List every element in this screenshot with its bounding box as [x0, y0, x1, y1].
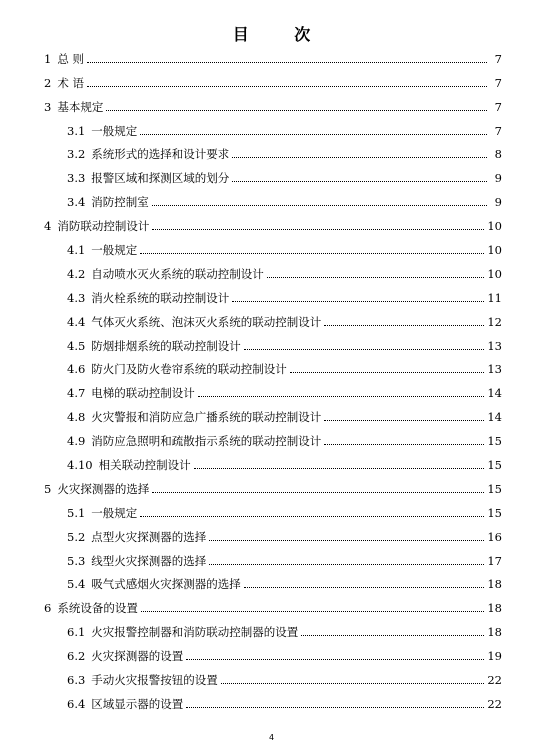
- toc-entry[interactable]: [44, 68, 502, 92]
- toc-entry[interactable]: [44, 211, 502, 235]
- toc-entry[interactable]: [44, 283, 502, 307]
- toc-entry-page: 7: [494, 123, 502, 138]
- toc-entry[interactable]: [44, 546, 502, 570]
- toc-entry-title: 消火栓系统的联动控制设计: [91, 290, 230, 305]
- toc-entry-number: 6.2: [67, 649, 86, 664]
- toc-entry-page: 7: [494, 99, 502, 114]
- toc-entry-page: 9: [494, 171, 502, 186]
- toc-entry-title: 报警区域和探测区域的划分: [91, 171, 230, 186]
- toc-entry-title: 火灾报警控制器和消防联动控制器的设置: [91, 625, 299, 640]
- toc-entry-page: 15: [487, 481, 502, 496]
- toc-entry-page: 14: [487, 386, 502, 401]
- toc-entry[interactable]: [44, 355, 502, 379]
- dot-leader: [186, 707, 484, 708]
- dot-leader: [140, 516, 484, 517]
- toc-entry-title: 火灾警报和消防应急广播系统的联动控制设计: [91, 410, 322, 425]
- toc-entry-number: 6: [44, 601, 52, 616]
- toc-entry[interactable]: [44, 426, 502, 450]
- toc-entry[interactable]: [44, 235, 502, 259]
- toc-entry-number: 4.3: [67, 290, 86, 305]
- page-number: 4: [268, 733, 275, 742]
- toc-entry-number: 4.2: [67, 266, 86, 281]
- toc-entry-number: 4.7: [67, 386, 86, 401]
- toc-entry-number: 4.6: [67, 362, 86, 377]
- toc-entry-title: 一般规定: [91, 123, 138, 138]
- toc-entry[interactable]: [44, 402, 502, 426]
- dot-leader: [87, 62, 487, 63]
- toc-entry-title: 防火门及防火卷帘系统的联动控制设计: [91, 362, 287, 377]
- toc-entry-number: 4.8: [67, 410, 86, 425]
- toc-entry-number: 3.4: [67, 195, 86, 210]
- toc-entry-page: 18: [487, 577, 502, 592]
- toc-entry-number: 6.1: [67, 625, 86, 640]
- toc-entry[interactable]: [44, 187, 502, 211]
- toc-entry[interactable]: [44, 689, 502, 713]
- toc-entry-number: 6.4: [67, 696, 86, 711]
- toc-entry-page: 7: [494, 75, 502, 90]
- toc-entry[interactable]: [44, 378, 502, 402]
- toc-entry-title: 一般规定: [91, 505, 138, 520]
- toc-entry-number: 3.3: [67, 171, 86, 186]
- toc-entry-title: 自动喷水灭火系统的联动控制设计: [91, 266, 264, 281]
- toc-entry-title: 火灾探测器的选择: [57, 481, 150, 496]
- toc-entry-page: 7: [494, 51, 502, 66]
- toc-entry-number: 6.3: [67, 673, 86, 688]
- toc-entry[interactable]: [44, 44, 502, 68]
- dot-leader: [209, 564, 484, 565]
- toc-entry-page: 9: [494, 195, 502, 210]
- toc-entry-title: 气体灭火系统、泡沫灭火系统的联动控制设计: [91, 314, 322, 329]
- toc-entry-page: 13: [487, 362, 502, 377]
- toc-entry-page: 12: [487, 314, 502, 329]
- toc-entry-page: 18: [487, 601, 502, 616]
- toc-entry-title: 术 语: [57, 75, 84, 90]
- toc-entry[interactable]: [44, 522, 502, 546]
- toc-entry[interactable]: [44, 474, 502, 498]
- toc-entry[interactable]: [44, 116, 502, 140]
- toc-entry-title: 相关联动控制设计: [98, 458, 191, 473]
- toc-entry[interactable]: [44, 307, 502, 331]
- dot-leader: [209, 540, 484, 541]
- toc-entry-page: 14: [487, 410, 502, 425]
- toc-entry[interactable]: [44, 570, 502, 594]
- toc-entry[interactable]: [44, 259, 502, 283]
- toc-entry-number: 5.1: [67, 505, 86, 520]
- toc-entry[interactable]: [44, 92, 502, 116]
- dot-leader: [232, 181, 487, 182]
- toc-entry[interactable]: [44, 331, 502, 355]
- dot-leader: [106, 110, 487, 111]
- dot-leader: [324, 444, 484, 445]
- toc-entry-title: 消防联动控制设计: [57, 219, 150, 234]
- toc-entry-page: 10: [487, 219, 502, 234]
- dot-leader: [141, 611, 485, 612]
- toc-entry-number: 4.4: [67, 314, 86, 329]
- toc-entry-number: 2: [44, 75, 52, 90]
- toc-entry-title: 总 则: [57, 51, 84, 66]
- toc-entry-number: 1: [44, 51, 52, 66]
- dot-leader: [152, 492, 484, 493]
- toc-entry-page: 18: [487, 625, 502, 640]
- toc-entry-number: 3.2: [67, 147, 86, 162]
- toc-entry-number: 4.5: [67, 338, 86, 353]
- toc-entry-title: 系统形式的选择和设计要求: [91, 147, 230, 162]
- page-title: 目 次: [232, 25, 331, 44]
- toc-entry-page: 13: [487, 338, 502, 353]
- toc-entry[interactable]: [44, 140, 502, 164]
- dot-leader: [244, 587, 485, 588]
- dot-leader: [140, 134, 487, 135]
- table-of-contents: [44, 44, 502, 713]
- toc-entry-page: 10: [487, 243, 502, 258]
- toc-entry-number: 3.1: [67, 123, 86, 138]
- toc-entry-page: 15: [487, 505, 502, 520]
- toc-entry[interactable]: [44, 498, 502, 522]
- dot-leader: [290, 372, 485, 373]
- toc-entry-number: 5.2: [67, 529, 86, 544]
- dot-leader: [198, 396, 485, 397]
- toc-entry-number: 5.3: [67, 553, 86, 568]
- dot-leader: [324, 420, 484, 421]
- toc-entry-page: 19: [487, 649, 502, 664]
- toc-entry-number: 4: [44, 219, 52, 234]
- toc-entry-number: 4.1: [67, 243, 86, 258]
- dot-leader: [324, 325, 484, 326]
- toc-entry-title: 消防控制室: [91, 195, 149, 210]
- dot-leader: [140, 253, 484, 254]
- dot-leader: [186, 659, 484, 660]
- dot-leader: [267, 277, 485, 278]
- toc-entry-title: 电梯的联动控制设计: [91, 386, 195, 401]
- toc-entry[interactable]: [44, 617, 502, 641]
- toc-entry-title: 系统设备的设置: [57, 601, 138, 616]
- toc-entry-title: 吸气式感烟火灾探测器的选择: [91, 577, 241, 592]
- toc-entry-page: 16: [487, 529, 502, 544]
- toc-entry-title: 线型火灾探测器的选择: [91, 553, 207, 568]
- toc-entry-title: 火灾探测器的设置: [91, 649, 184, 664]
- toc-entry-page: 8: [494, 147, 502, 162]
- toc-entry[interactable]: [44, 163, 502, 187]
- toc-entry-page: 11: [487, 290, 502, 305]
- toc-entry-title: 基本规定: [57, 99, 104, 114]
- toc-entry-page: 10: [487, 266, 502, 281]
- toc-entry-number: 3: [44, 99, 52, 114]
- dot-leader: [152, 229, 484, 230]
- toc-entry[interactable]: [44, 450, 502, 474]
- toc-entry-title: 一般规定: [91, 243, 138, 258]
- toc-entry-page: 22: [487, 673, 502, 688]
- toc-entry-page: 22: [487, 696, 502, 711]
- toc-entry-number: 5: [44, 481, 52, 496]
- toc-entry-page: 15: [487, 434, 502, 449]
- dot-leader: [232, 301, 484, 302]
- toc-entry[interactable]: [44, 641, 502, 665]
- toc-entry-number: 4.10: [67, 458, 93, 473]
- dot-leader: [87, 86, 487, 87]
- dot-leader: [301, 635, 484, 636]
- toc-entry-title: 消防应急照明和疏散指示系统的联动控制设计: [91, 434, 322, 449]
- toc-entry-title: 点型火灾探测器的选择: [91, 529, 207, 544]
- toc-entry-page: 17: [487, 553, 502, 568]
- toc-entry[interactable]: [44, 593, 502, 617]
- dot-leader: [244, 349, 485, 350]
- toc-entry-number: 5.4: [67, 577, 86, 592]
- toc-entry-title: 手动火灾报警按钮的设置: [91, 673, 218, 688]
- dot-leader: [152, 205, 487, 206]
- toc-entry-title: 区域显示器的设置: [91, 696, 184, 711]
- toc-entry[interactable]: [44, 665, 502, 689]
- dot-leader: [194, 468, 485, 469]
- toc-entry-page: 15: [487, 458, 502, 473]
- dot-leader: [221, 683, 485, 684]
- dot-leader: [232, 157, 487, 158]
- toc-entry-title: 防烟排烟系统的联动控制设计: [91, 338, 241, 353]
- toc-entry-number: 4.9: [67, 434, 86, 449]
